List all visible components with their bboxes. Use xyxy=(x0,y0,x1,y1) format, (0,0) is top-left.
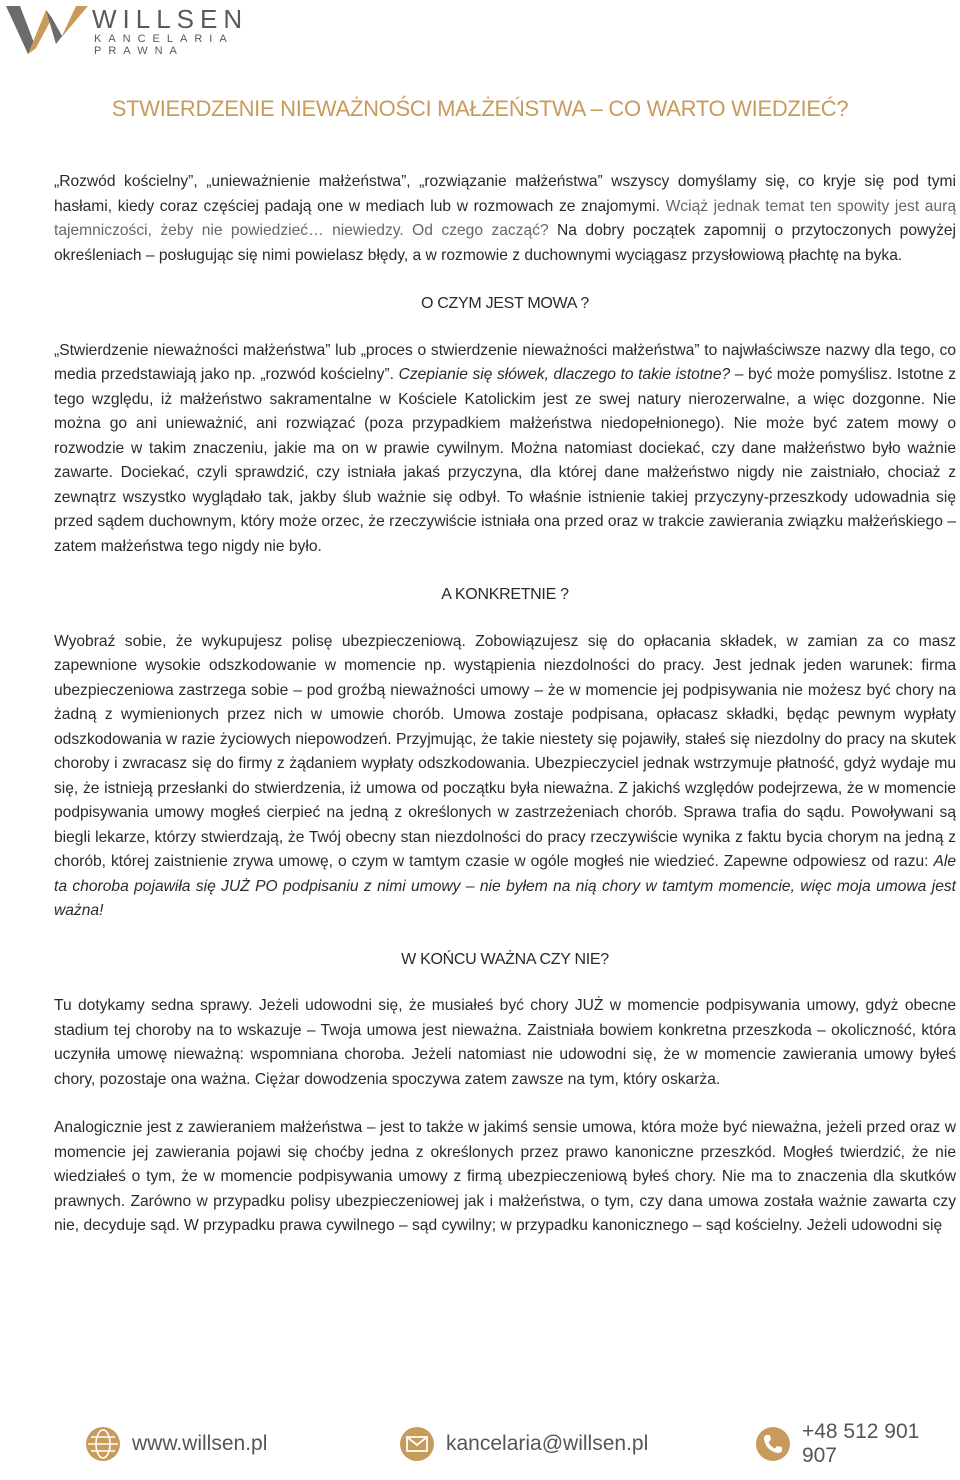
envelope-icon xyxy=(398,1425,436,1463)
logo-subtitle-1: KANCELARIA xyxy=(94,33,234,45)
section2-paragraph xyxy=(54,630,956,924)
footer xyxy=(0,1410,960,1480)
intro-paragraph xyxy=(54,170,956,268)
section3-paragraph-1: Tu dotykamy sedna sprawy. Jeżeli udowodni się, że musiałeś być chory JUŻ w momencie podpisywania umowy, gdyż obecne stadium tej choroby na to wskazuje – Twoja umowa jest nieważna. Zaistniała bowiem konkretna przeszkoda – okoliczność, która uczyniła umowę nieważną: wspomniana choroba. Jeżeli natomiast nie udowodni się, że w momencie zawierania umowy byłeś chory, pozostaje ona ważna. Ciężar dowodzenia spoczywa zatem zawsze na tym, który oskarża. xyxy=(54,997,956,1088)
section2-text-b: Ale ta choroba pojawiła się JUŻ PO podpisaniu z nimi umowy – nie byłem na nią chory w tamtym momencie, więc moja umowa jest ważna! xyxy=(54,853,956,919)
section-heading-1: O CZYM JEST MOWA ? xyxy=(421,295,589,312)
footer-email[interactable] xyxy=(398,1424,648,1464)
globe-icon xyxy=(84,1425,122,1463)
phone-icon xyxy=(754,1425,792,1463)
website-text: www.willsen.pl xyxy=(132,1432,268,1455)
email-text: kancelaria@willsen.pl xyxy=(446,1432,649,1455)
intro-text-a: „Rozwód kościelny”, „unieważnienie małżeństwa”, „rozwiązanie małżeństwa” wszyscy domyślamy się, co kryje się pod tymi hasłami, kiedy coraz częściej padają one w mediach lub w rozmowach ze znajomymi. xyxy=(54,173,956,215)
section-heading-2: A KONKRETNIE ? xyxy=(441,586,569,603)
intro-text-c: Na dobry początek zapomnij o przytoczonych powyżej określeniach – posługując się nimi powielasz błędy, a w rozmowie z duchownymi wyciągasz przysłowiową płachtę na byka. xyxy=(54,222,956,264)
section-heading-3: W KOŃCU WAŻNA CZY NIE? xyxy=(401,950,609,968)
section1-text-b: Czepianie się słówek, dlaczego to takie istotne? xyxy=(398,366,731,383)
willsen-logo-icon xyxy=(6,4,88,56)
intro-text-b: Wciąż jednak temat ten spowity jest aurą tajemniczości, żeby nie powiedzieć… niewiedzy. Od czego zacząć? xyxy=(54,197,956,239)
logo-name: WILLSEN xyxy=(92,4,249,34)
document-body xyxy=(54,170,956,1239)
phone-text: +48 512 901 907 xyxy=(801,1420,920,1467)
section2-text-a: Wyobraź sobie, że wykupujesz polisę ubezpieczeniową. Zobowiązujesz się do opłacania składek, w zamian za co masz zapewnione wysokie odszkodowanie w momencie np. wystąpienia niezdolności do pracy. Jest jednak jeden warunek: firma ubezpieczeniowa zastrzega sobie – pod groźbą nieważności umowy – że w momencie jej podpisywania nie możesz być chory na żadną z wymienionych przez nich w umowie chorób. Umowa zostaje podpisana, opłacasz składki, będąc pewnym wypłaty odszkodowania w razie życiowych niepowodzeń. Przyjmując, że takie niestety się pojawiły, stałeś się niezdolny do pracy na skutek choroby i zwracasz się do firmy z żądaniem wypłaty odszkodowania. Ubezpieczyciel jednak wstrzymuje płatność, gdyż wydaje mu się, że istnieją przesłanki do stwierdzenia, iż umowa od początku była nieważna. Z jakichś względów podejrzewa, że w momencie podpisywania umowy mogłeś cierpieć na jedną z określonych w zastrzeżeniach chorób. Sprawa trafia do sądu. Powoływani są biegli lekarze, którzy stwierdzają, że Twój obecny stan niezdolności do pracy rzeczywiście wynika z faktu bycia chorym na jedną z chorób, której zaistnienie zrywa umowę, o czym w tamtym czasie w ogóle mogłeś nie wiedzieć. Zapewne odpowiesz od razu: xyxy=(54,632,956,870)
section1-text-c: – być może pomyślisz. Istotne z tego względu, iż małżeństwo sakramentalne w Kościele Katolickim jest ze swej natury nierozerwalne, a więc dozgonne. Nie można go ani unieważnić, ani rozwiązać (poza przypadkiem małżeństwa niedopełnionego). Nie może być zatem mowy o rozwodzie w takim znaczeniu, jakie ma on w prawie cywilnym. Można natomiast dociekać, czy dane małżeństwo było ważnie zawarte. Dociekać, czyli sprawdzić, czy istniała jakaś przyczyna, dla której dane małżeństwo nigdy nie zaistniało, chociaż z zewnątrz wszystko wyglądało tak, jakby ślub ważnie się odbył. To właśnie istnienie takiej przyczyny-przeszkody udowadnia się przed sądem duchownym, który może orzec, że rzeczywiście istniała ona przed oraz w trakcie zawierania związku małżeńskiego – zatem małżeństwa tego nigdy nie było. xyxy=(54,366,956,555)
header xyxy=(0,0,960,60)
section1-paragraph xyxy=(54,339,956,560)
footer-phone[interactable] xyxy=(754,1420,960,1467)
section3-paragraph-2: Analogicznie jest z zawieraniem małżeństwa – jest to także w jakimś sensie umowa, która może być nieważna, jeżeli przed oraz w momencie jej zawierania pojawi się choćby jedna z określonych przez prawo kanoniczne przeszkód. Mogłeś twierdzić, że nie wiedziałeś o tym, że w momencie podpisywania umowy z firmą ubezpieczeniową byłeś chory. Nie ma to znaczenia dla skutków prawnych. Zarówno w przypadku polisy ubezpieczeniowej jak i małżeństwa, o tym, czy dana umowa została ważnie zawarta czy nie, decyduje sąd. W przypadku prawa cywilnego – sąd cywilny; w przypadku kanonicznego – sąd kościelny. Jeżeli udowodni się xyxy=(54,1119,956,1234)
page-title: STWIERDZENIE NIEWAŻNOŚCI MAŁŻEŃSTWA – CO WARTO WIEDZIEĆ? xyxy=(111,96,849,121)
section1-text-a: „Stwierdzenie nieważności małżeństwa” lub „proces o stwierdzenie nieważności małżeństwa” to najwłaściwsze nazwy dla tego, co media przedstawiają jako np. „rozwód kościelny”. xyxy=(54,341,956,383)
logo-subtitle-2: PRAWNA xyxy=(94,45,184,57)
footer-website[interactable] xyxy=(84,1424,267,1464)
